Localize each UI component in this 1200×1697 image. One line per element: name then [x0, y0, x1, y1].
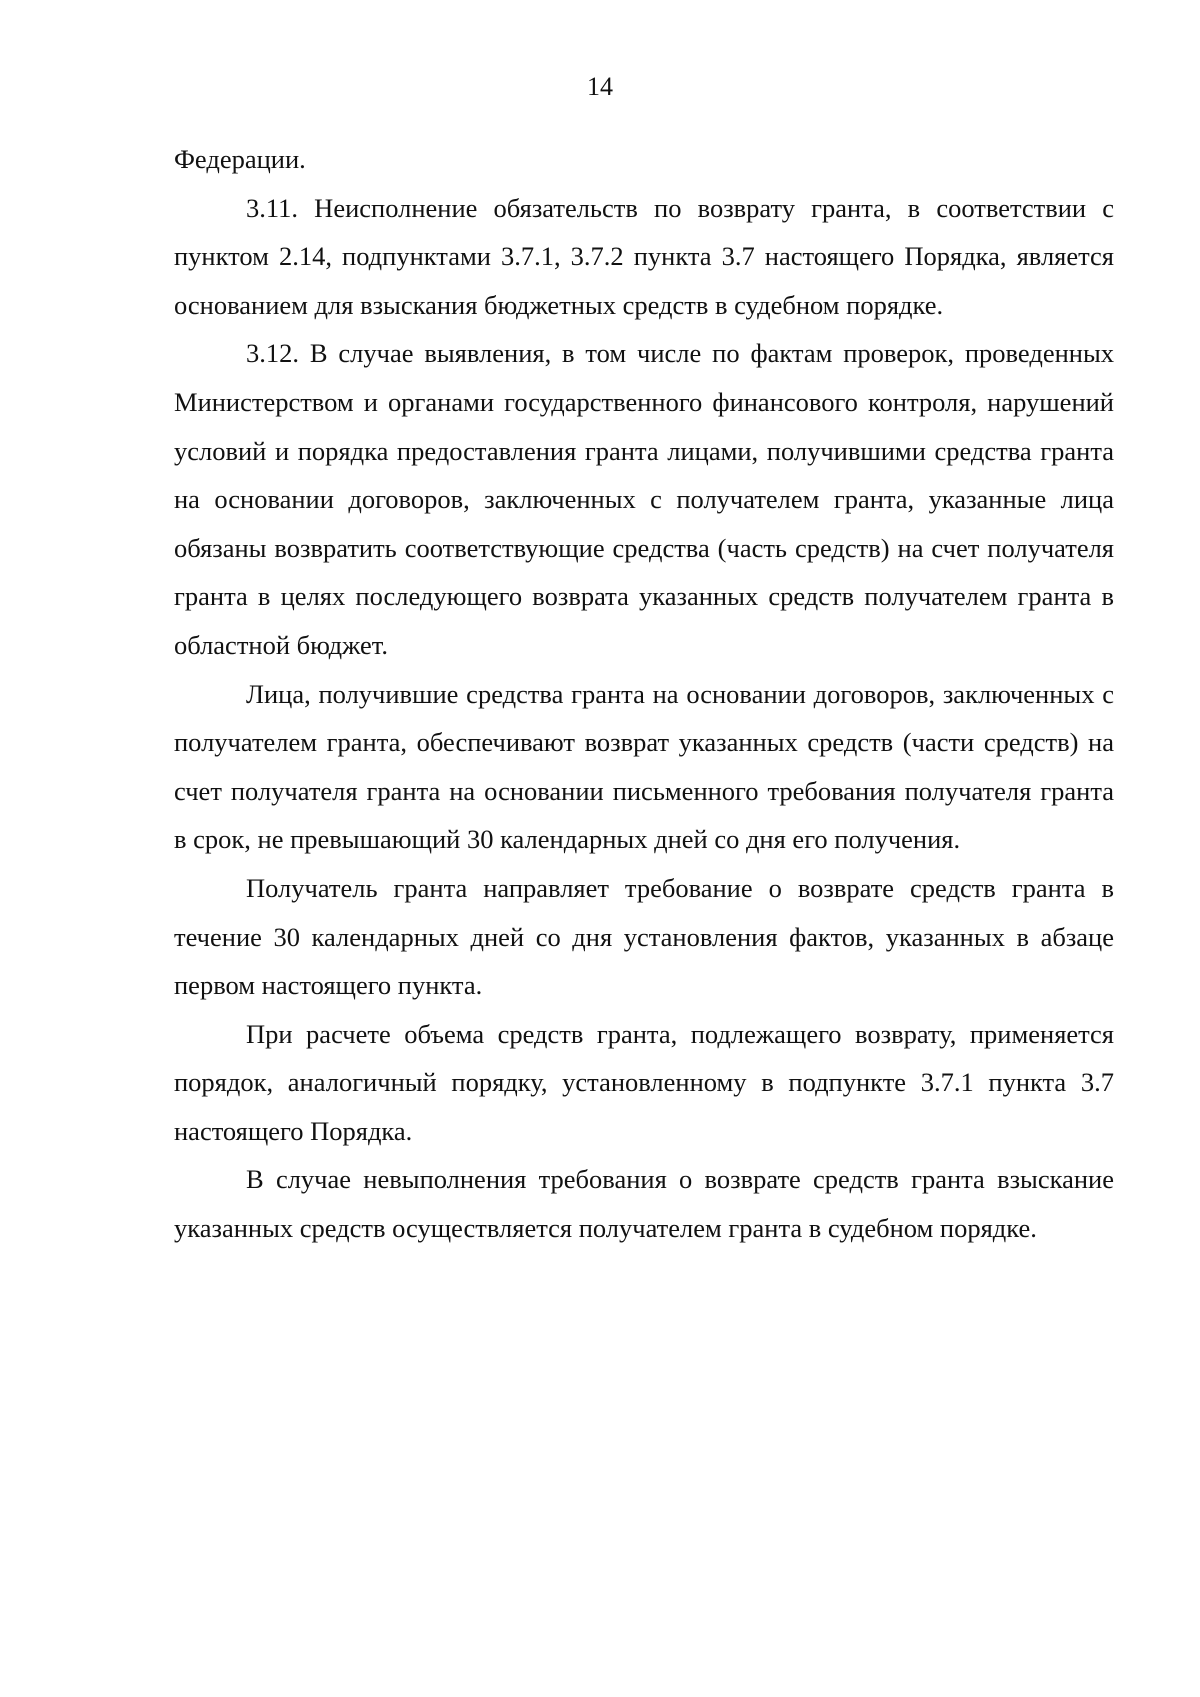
- paragraph-court-recovery: В случае невыполнения требования о возврате средств гранта взыскание указанных средств осуществляется получателем гранта в судебном порядке.: [174, 1164, 1114, 1244]
- paragraph-continuation: Федерации.: [174, 144, 306, 174]
- paragraph-3-11: 3.11. Неисполнение обязательств по возврату гранта, в соответствии с пунктом 2.14, подпунктами 3.7.1, 3.7.2 пункта 3.7 настоящего Порядка, является основанием для взыскания бюджетных средств в судебном порядке.: [174, 192, 1114, 320]
- paragraph-recipients-return: Лица, получившие средства гранта на основании договоров, заключенных с получателем гранта, обеспечивают возврат указанных средств (части средств) на счет получателя гранта на основании письменного требования получателя гранта в срок, не превышающий 30 календарных дней со дня его получения.: [174, 678, 1114, 855]
- paragraph-calculation: При расчете объема средств гранта, подлежащего возврату, применяется порядок, аналогичный порядку, установленному в подпункте 3.7.1 пункта 3.7 настоящего Порядка.: [174, 1018, 1114, 1146]
- paragraph-3-12: 3.12. В случае выявления, в том числе по фактам проверок, проведенных Министерством и органами государственного финансового контроля, нарушений условий и порядка предоставления гранта лицами, получившими средства гранта на основании договоров, заключенных с получателем гранта, указанные лица обязаны возвратить соответствующие средства (часть средств) на счет получателя гранта в целях последующего возврата указанных средств получателем гранта в областной бюджет.: [174, 338, 1114, 660]
- document-body: [174, 135, 1114, 1253]
- page-number: 14: [587, 72, 613, 101]
- paragraph-return-demand: Получатель гранта направляет требование о возврате средств гранта в течение 30 календарных дней со дня установления фактов, указанных в абзаце первом настоящего пункта.: [174, 872, 1114, 1001]
